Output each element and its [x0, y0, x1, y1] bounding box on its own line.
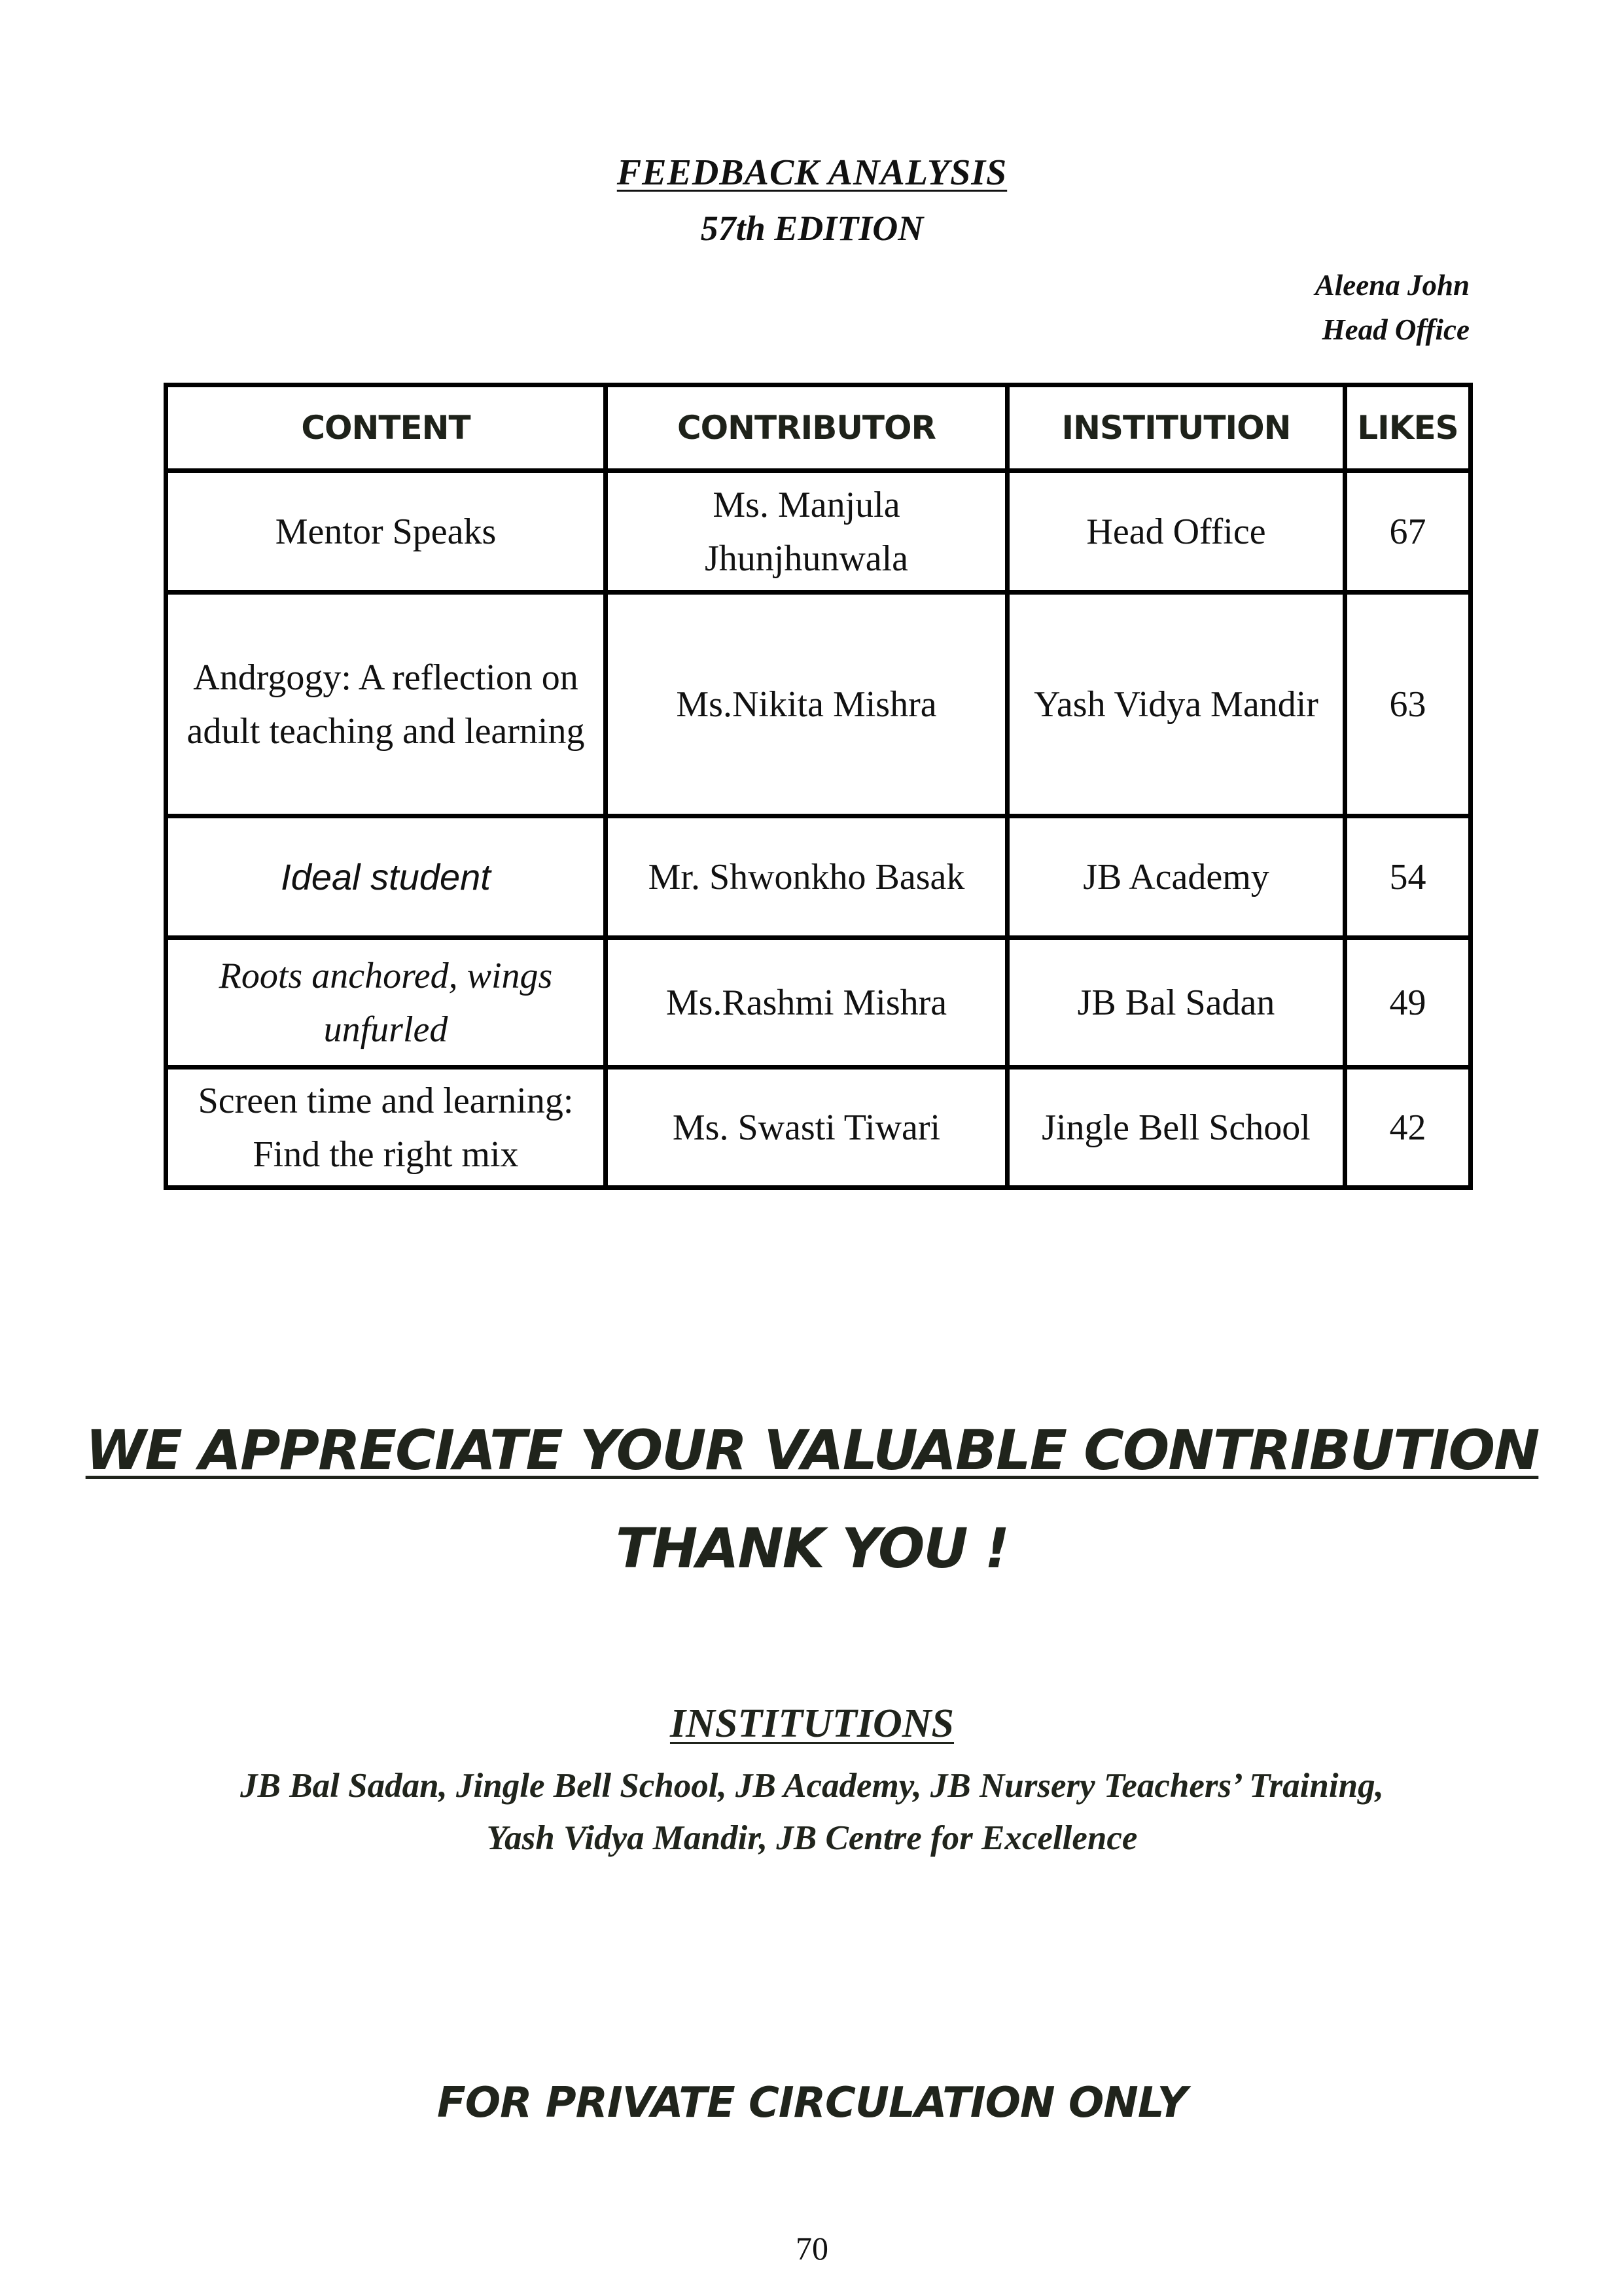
column-header-institution: INSTITUTION [1008, 385, 1345, 471]
thank-you-banner: THANK YOU ! [615, 1516, 1009, 1580]
cell-likes: 49 [1345, 938, 1471, 1068]
institutions-line: JB Bal Sadan, Jingle Bell School, JB Academy, JB Nursery Teachers’ Training, [240, 1767, 1384, 1805]
table-row [166, 1068, 1471, 1188]
cell-content: Roots anchored, wings unfurled [166, 938, 606, 1068]
cell-contributor: Ms.Nikita Mishra [606, 593, 1008, 816]
institutions-line: Yash Vidya Mandir, JB Centre for Excellence [486, 1819, 1138, 1857]
cell-likes: 63 [1345, 593, 1471, 816]
cell-likes: 67 [1345, 471, 1471, 593]
table-row [166, 593, 1471, 816]
cell-institution: Head Office [1008, 471, 1345, 593]
page-title: FEEDBACK ANALYSIS [616, 152, 1008, 193]
cell-institution: JB Academy [1008, 816, 1345, 938]
private-circulation-note: FOR PRIVATE CIRCULATION ONLY [437, 2079, 1187, 2127]
cell-contributor: Ms. Swasti Tiwari [606, 1068, 1008, 1188]
cell-content: Mentor Speaks [166, 471, 606, 593]
table-row [166, 938, 1471, 1068]
page-number: 70 [796, 2230, 828, 2267]
cell-contributor: Mr. Shwonkho Basak [606, 816, 1008, 938]
table-row [166, 471, 1471, 593]
cell-institution: Yash Vidya Mandir [1008, 593, 1345, 816]
cell-institution: JB Bal Sadan [1008, 938, 1345, 1068]
feedback-table [164, 383, 1473, 1190]
column-header-content: CONTENT [166, 385, 606, 471]
cell-contributor: Ms. Manjula Jhunjhunwala [606, 471, 1008, 593]
institutions-list [131, 1760, 1493, 1864]
table-row [166, 816, 1471, 938]
author-block [1315, 263, 1470, 352]
appreciation-banner: WE APPRECIATE YOUR VALUABLE CONTRIBUTION [85, 1418, 1539, 1482]
cell-likes: 42 [1345, 1068, 1471, 1188]
cell-likes: 54 [1345, 816, 1471, 938]
column-header-contributor: CONTRIBUTOR [606, 385, 1008, 471]
edition-label: 57th EDITION [700, 209, 924, 248]
author-name: Aleena John [1315, 269, 1470, 302]
table-header-row [166, 385, 1471, 471]
column-header-likes: LIKES [1345, 385, 1471, 471]
cell-institution: Jingle Bell School [1008, 1068, 1345, 1188]
cell-content: Screen time and learning: Find the right mix [166, 1068, 606, 1188]
author-office: Head Office [1322, 313, 1470, 346]
institutions-heading: INSTITUTIONS [669, 1701, 955, 1746]
cell-content: Ideal student [166, 816, 606, 938]
cell-content: Andrgogy: A reflection on adult teaching and learning [166, 593, 606, 816]
cell-contributor: Ms.Rashmi Mishra [606, 938, 1008, 1068]
